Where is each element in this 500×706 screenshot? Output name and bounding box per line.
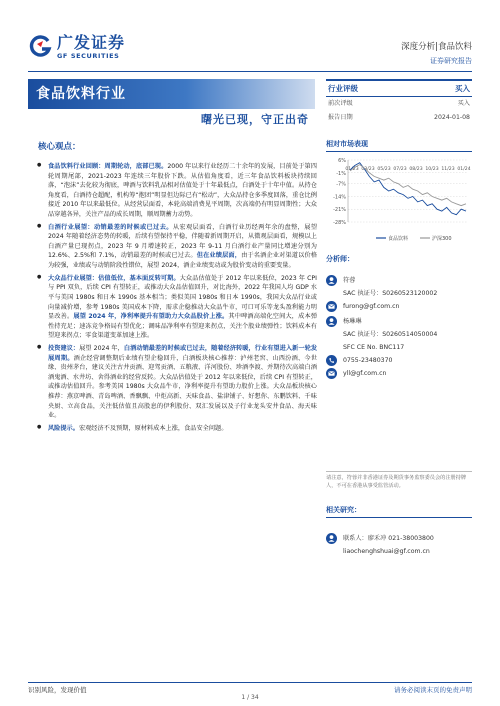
logo-text-en: GF SECURITIES bbox=[57, 52, 120, 60]
rating-box bbox=[326, 79, 472, 124]
footer-disclaimer-link[interactable]: 请务必阅读末页的免责声明 bbox=[394, 686, 472, 694]
point-industry-review bbox=[36, 162, 317, 220]
analyst-phone: 0755-23480370 bbox=[343, 357, 393, 364]
analyst-list bbox=[326, 274, 472, 380]
x-tick-label: 05/23 bbox=[377, 167, 391, 172]
report-date-row bbox=[326, 111, 472, 125]
y-tick-label: -1% bbox=[336, 170, 346, 177]
point-lead: 投资建议： bbox=[48, 344, 80, 352]
person-icon bbox=[326, 316, 337, 327]
y-tick-label: -21% bbox=[333, 207, 346, 214]
point-body: 宏观经济不及预期，原材料成本上涨，食品安全问题。 bbox=[78, 424, 228, 432]
gf-logo-icon bbox=[28, 35, 52, 59]
point-baijiu-outlook bbox=[36, 223, 317, 271]
point-body: 展望 2024 年， bbox=[79, 344, 124, 352]
point-lead: 大众品行业展望：估值低位，基本面反转可期。 bbox=[48, 274, 180, 282]
analyst-phone-row bbox=[326, 354, 472, 367]
analyst-email[interactable]: furong@gf.com.cn bbox=[343, 303, 400, 310]
row-value: 2024-01-08 bbox=[434, 113, 470, 121]
title-band bbox=[28, 79, 315, 135]
point-lead: 风险提示。 bbox=[48, 424, 79, 432]
company-logo bbox=[28, 34, 125, 60]
x-tick-label: 08/23 bbox=[409, 167, 423, 172]
analyst-email-row bbox=[326, 300, 472, 313]
previous-rating-row bbox=[326, 97, 472, 111]
y-tick-label: -14% bbox=[333, 194, 346, 201]
y-tick-label: 6% bbox=[338, 158, 346, 164]
point-highlight: 展望 2024 年，净利率提升有望助力大众品股价上涨。 bbox=[73, 313, 229, 321]
point-investment-advice bbox=[36, 344, 317, 421]
industry-title: 食品饮料行业 bbox=[36, 86, 126, 102]
related-research-title: 相关研究： bbox=[326, 505, 472, 518]
header-divider bbox=[28, 71, 472, 72]
y-tick-label: -7% bbox=[336, 181, 346, 188]
rating-value: 买入 bbox=[455, 83, 470, 93]
analyst-name-row bbox=[326, 274, 472, 287]
point-lead: 食品饮料行业回顾：周期轮动，底部已现。 bbox=[48, 163, 168, 170]
point-highlight: 但在业绩层面， bbox=[196, 252, 242, 260]
point-body-2: 酒企经营调整期后业绩有望企稳回升，白酒板块核心推荐：泸州老窖、山西汾酒、今世缘、贵州茅台，建议关注古井贡酒、迎驾贡酒、五粮液、洋河股份、珍酒李渡、并期待次高端白酒酒鬼酒、水井坊、舍得酒业的经营反转。大众品估值处于 2012 年以来低位，后续 CPI 有望转正，或推动估值回升。参考美国 1980s 大众品牛市，净利率提升有望助力股价上涨。大众品板块核心推荐：燕京啤酒、青岛啤酒、香飘飘、中炬高新、天味食品、盐津铺子、好想你、东鹏饮料、千味央厨、立高食品，关注低估值且高股息的伊利股份、双汇发展以及子行业龙头安井食品、海天味业。 bbox=[48, 354, 317, 420]
footer-slogan: 识别风险，发现价值 bbox=[28, 686, 87, 694]
analyst-sfc: SFC CE No. BNC117 bbox=[343, 344, 405, 351]
analyst-sac: SAC 执证号：S0260514050004 bbox=[343, 331, 438, 338]
point-mass-goods-outlook bbox=[36, 274, 317, 341]
email-icon bbox=[326, 368, 337, 379]
y-tick-label: -28% bbox=[333, 220, 346, 226]
contact-person: 联系人：廖禾冲 021-38003800 bbox=[343, 535, 434, 542]
analyst-name-row bbox=[326, 315, 472, 328]
rating-head bbox=[326, 79, 472, 97]
contact-block bbox=[326, 532, 472, 558]
analyst-sac-row bbox=[326, 328, 472, 341]
logo-text-cn: 广发证券 bbox=[57, 33, 126, 52]
page-number: 1 / 34 bbox=[241, 694, 259, 701]
footer-divider bbox=[28, 682, 472, 683]
core-points bbox=[36, 162, 317, 436]
contact-email[interactable]: liaochenghshuai@gf.com.cn bbox=[343, 548, 430, 555]
report-type: 深度分析|食品饮料 bbox=[401, 42, 472, 52]
analysts-title: 分析师： bbox=[326, 255, 354, 263]
x-tick-label: 10/23 bbox=[425, 167, 439, 172]
x-tick-label: 01/24 bbox=[457, 167, 471, 172]
market-performance-title: 相对市场表现 bbox=[326, 139, 472, 152]
core-views-title: 核心观点： bbox=[38, 142, 81, 152]
rating-label: 行业评级 bbox=[328, 83, 358, 93]
row-label: 报告日期 bbox=[328, 113, 353, 121]
point-risk bbox=[36, 424, 317, 434]
analyst-disclaimer: 请注意，符蓉并非香港证券及期货事务监察委员会的注册持牌人，不可在香港从事受监管活动。 bbox=[326, 471, 472, 490]
analyst-name: 符蓉 bbox=[343, 277, 356, 284]
point-body: 大众品估值处于 2012 年以来低位，2023 年 CPI 与 PPI 双负，后续 CPI 有望转正，或推动大众品估值回升，对比海外，2022 年我国人均 GDP 水平与美国 1980s 和日本 1990s 基本相当；类似美国 1980s 和日本 1990s，我国大众品行业或向量减价增，参考 1980s 美国成本下降，需求企稳推动大众品牛市，可口可乐等龙头盈利能力明显改善。 bbox=[48, 274, 317, 321]
market-chart bbox=[326, 154, 472, 246]
analyst-sac-row bbox=[326, 287, 472, 300]
report-kind: 证券研究报告 bbox=[430, 57, 472, 65]
row-label: 前次评级 bbox=[328, 100, 353, 107]
analyst-name: 杨琳琳 bbox=[343, 318, 362, 325]
email-icon bbox=[326, 301, 337, 312]
point-body-2: 其中啤酒高端化空间大，成本弹性持充足；速冻竞争格局有望优化；调味品净利率有望迎来拐点，关注个股业绩弹性；饮料成本有望迎来拐点；零食渠道变革加速上涨。 bbox=[48, 313, 318, 340]
point-body: 2000 年以来行业经历二十余年的发展，目前处于第四轮周期尾部，2021-2023 年连续三年股价下跌。从估值角度看，近三年食品饮料板块持续回落，“泡沫”去化较为彻底，啤酒与饮料乳品相对估值处于十年最低点，白酒处于十年中值。从持仓角度看，白酒持仓超配，机构筹“抱团”明显但边际已有“松动”，大众品持仓多季度回落，重仓比例接近 2010 年以来最低位。从经营层面看，本轮高端消费见平周期，次高端仍有明显周期性；大众品穿越各异，关注产品的成长周期，顺周期蓄力动势。 bbox=[48, 163, 317, 219]
analyst-email-row bbox=[326, 367, 472, 380]
x-tick-label: 01/23 bbox=[345, 167, 359, 172]
point-body: 从宏观层面看，白酒行业历经两年余的盘整，展望 2024 年随着经济态势的转暖，后续有望保持平稳，伴随着新周期开启，从微观层面看，规模以上白酒产量已现拐点，2023 年 9 月增速转正，2023 年 9-11 月白酒行业产量同比增速分别为 12.6%、2.5%和 7.1%，动销最差的时候或已过去。 bbox=[48, 223, 318, 260]
person-icon bbox=[326, 275, 337, 286]
point-body-2: 由于名酒企业对渠道以价格为较强，业绩或与动销阶段性错位，展望 2024，酒企业绩变动或为股价变动的重要变量。 bbox=[48, 252, 318, 270]
contact-email-row bbox=[326, 545, 472, 558]
phone-icon bbox=[326, 355, 337, 366]
analyst-sac: SAC 执证号：S0260523120002 bbox=[343, 290, 438, 297]
x-tick-label: 07/23 bbox=[393, 167, 407, 172]
analyst-sfc-row bbox=[326, 341, 472, 354]
point-highlight: 白酒动销最差的时候或已过去，随着经济转暖，行业有望进入新一轮发展周期。 bbox=[48, 344, 318, 362]
report-header bbox=[401, 41, 472, 67]
legend-label: 沪深300 bbox=[432, 236, 452, 242]
row-value: 买入 bbox=[457, 100, 470, 107]
person-icon bbox=[326, 533, 337, 544]
legend-label: 食品饮料 bbox=[388, 236, 409, 242]
analyst-email[interactable]: yll@gf.com.cn bbox=[343, 370, 387, 377]
point-lead: 白酒行业展望：动销最差的时候或已过去。 bbox=[48, 223, 173, 231]
x-tick-label: 03/23 bbox=[361, 167, 375, 172]
report-headline: 曙光已现，守正出奇 bbox=[201, 113, 309, 126]
x-tick-label: 11/23 bbox=[441, 167, 455, 172]
contact-person-row bbox=[326, 532, 472, 545]
market-chart-svg bbox=[326, 154, 472, 246]
